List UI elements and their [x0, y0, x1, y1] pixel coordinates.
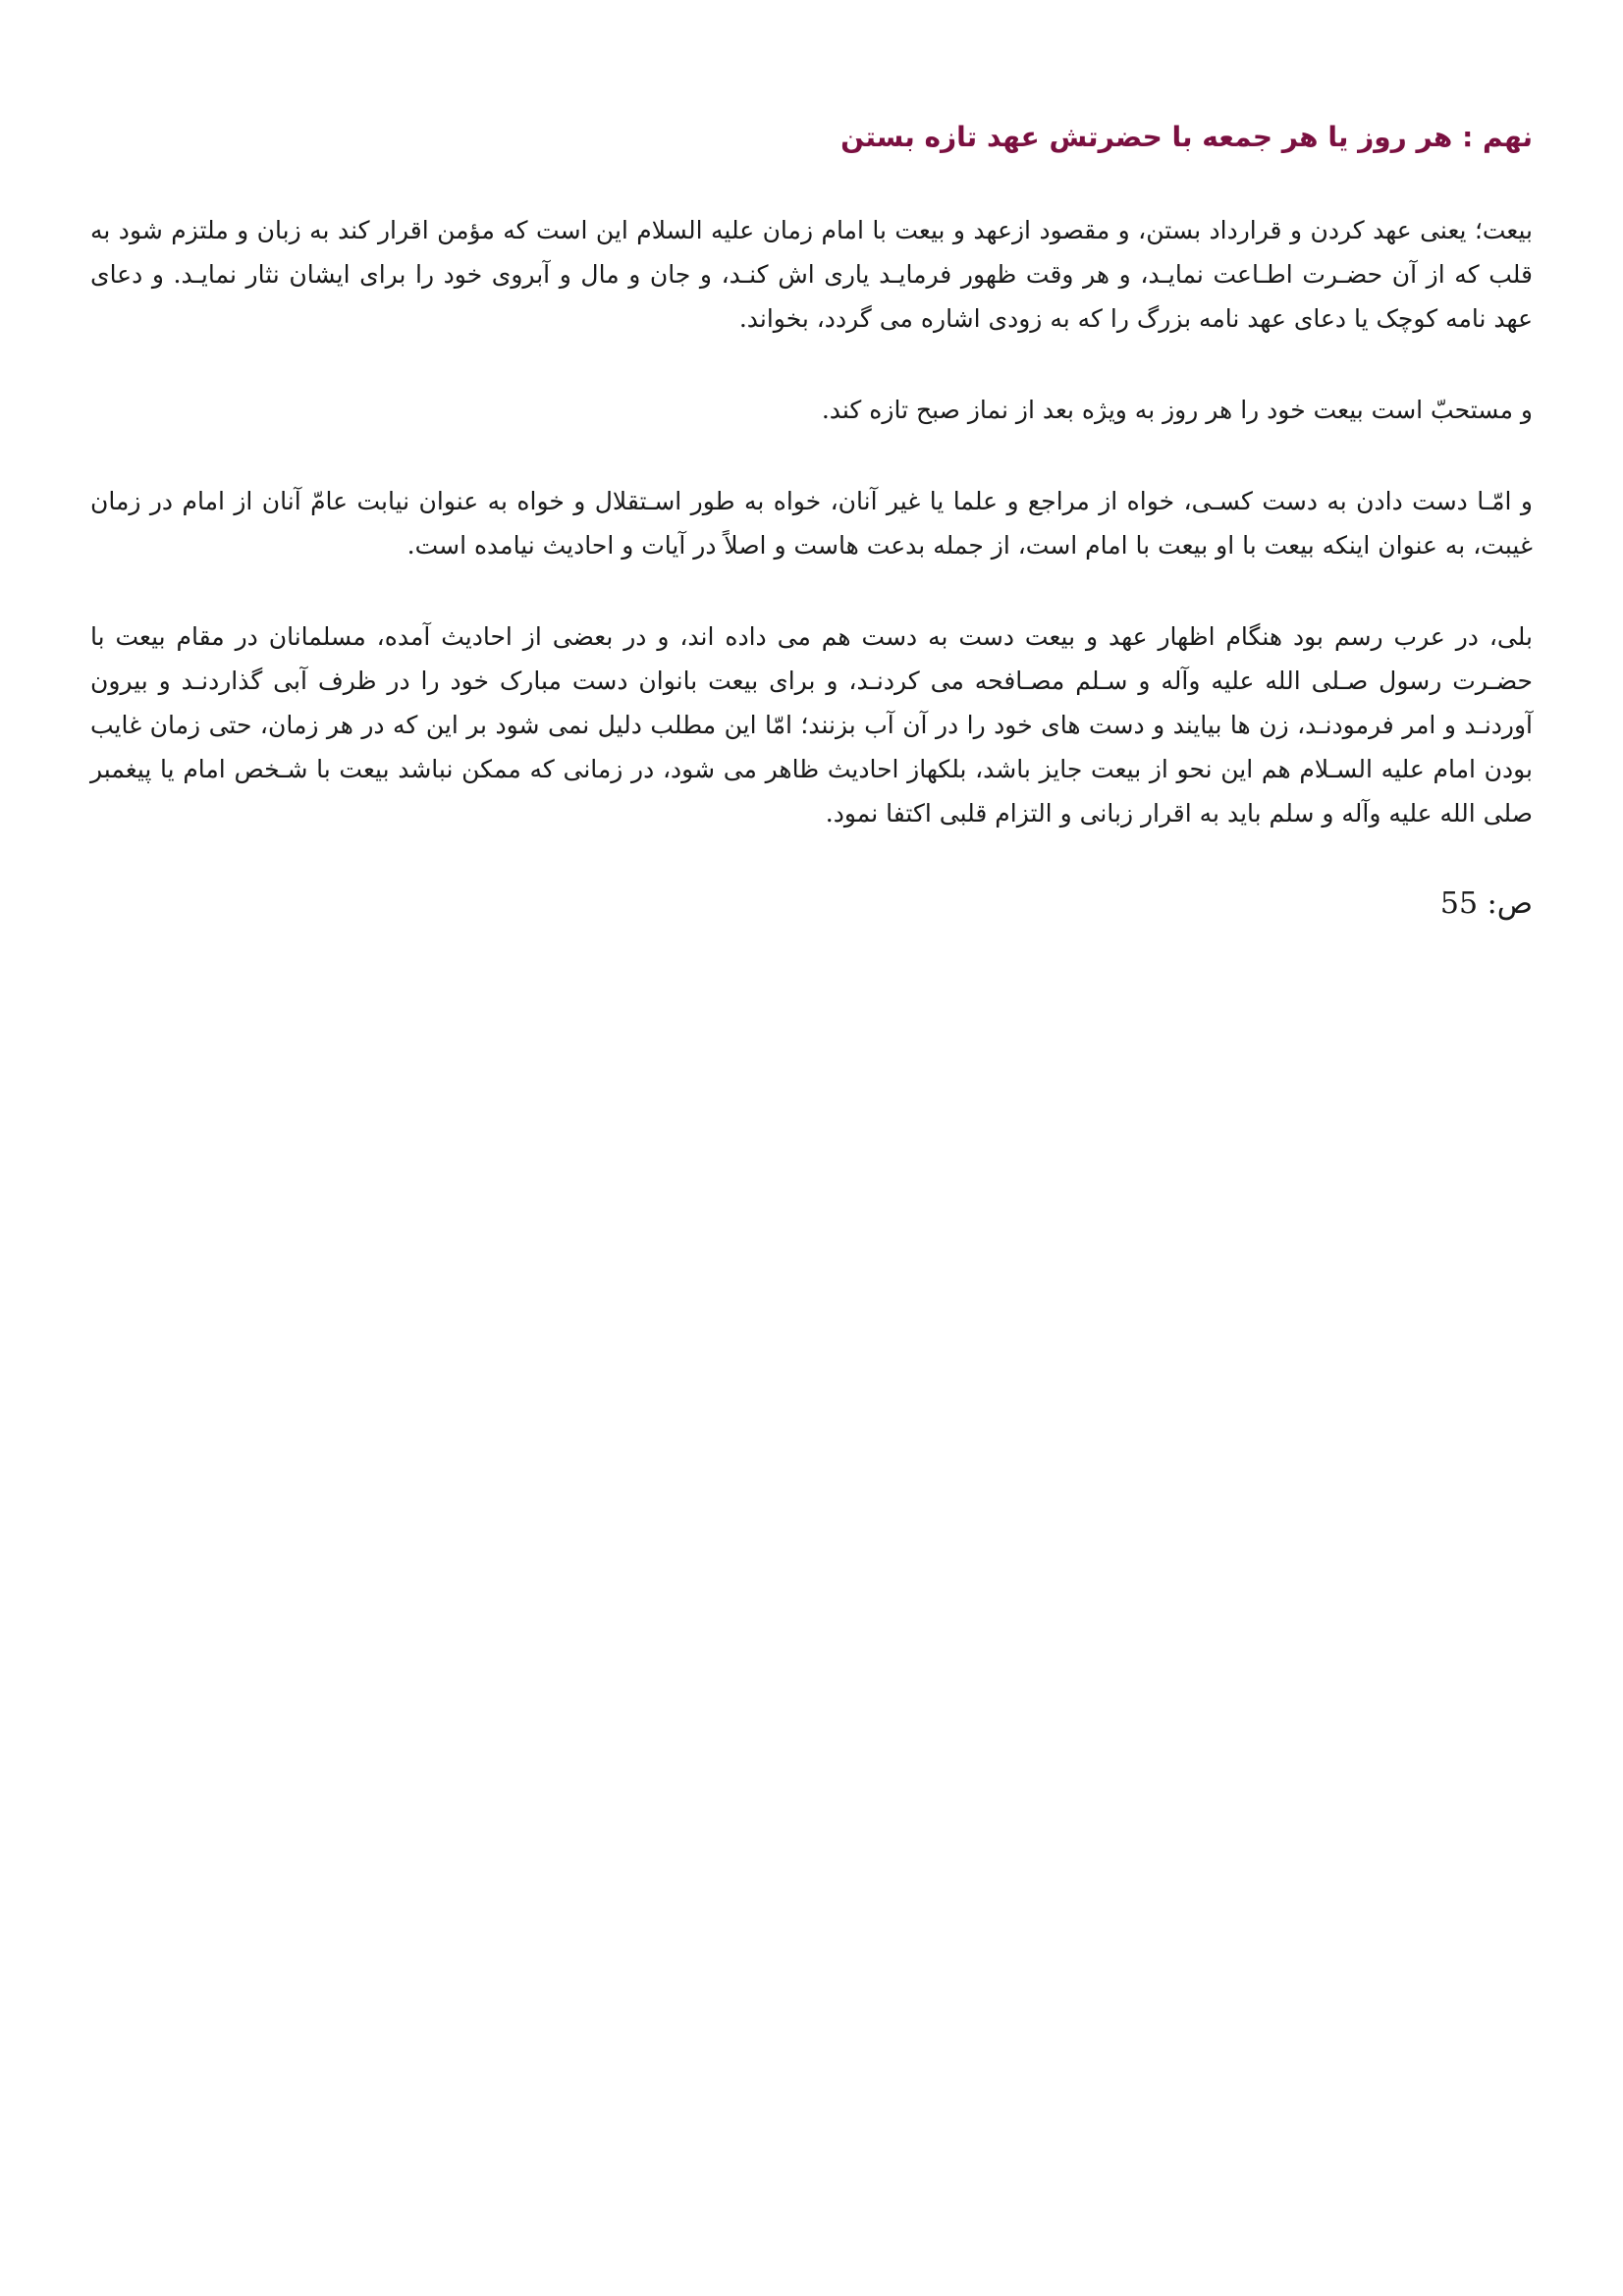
- paragraph-arab-custom: بلی، در عرب رسم بود هنگام اظهار عهد و بیعت دست به دست هم می داده اند، و در بعضی از احادیث آمده، مسلمانان در مقام بیعت با حضـرت رسول صـلی الله علیه وآله و سـلم مصـافحه می کردنـد، و برای بیعت بانوان دست مبارک خود را در ظرف آبی گذاردنـد و بیرون آوردنـد و امر فرمودنـد، زن ها بیایند و دست های خود را در آن آب بزنند؛ امّا این مطلب دلیل نمی شود بر این که در هر زمان، حتی زمان غایب بودن امام علیه السـلام هم این نحو از بیعت جایز باشد، بلکهاز احادیث ظاهر می شود، در زمانی که ممکن نباشد بیعت با شـخص امام یا پیغمبر صلی الله علیه وآله و سلم باید به اقرار زبانی و التزام قلبی اکتفا نمود.: [90, 622, 1534, 828]
- paragraph-bayat-definition: بیعت؛ یعنی عهد کردن و قرارداد بستن، و مقصود ازعهد و بیعت با امام زمان علیه السلام این است که مؤمن اقرار کند به زبان و ملتزم شود به قلب که از آن حضـرت اطـاعت نمایـد، و هر وقت ظهور فرمایـد یاری اش کنـد، و جان و مال و آبروی خود را برای ایشان نثار نمایـد. و دعای عهد نامه کوچک یا دعای عهد نامه بزرگ را که به زودی اشاره می گردد، بخواند.: [90, 216, 1533, 333]
- paragraph-handshake-innovation: و امّـا دست دادن به دست کسـی، خواه از مراجع و علما یا غیر آنان، خواه به طور اسـتقلال و خواه به عنوان نیابت عامّ آنان از امام در زمان غیبت، به عنوان اینکه بیعت با او بیعت با امام است، از جمله بدعت هاست و اصلاً در آیات و احادیث نیامده است.: [90, 487, 1533, 560]
- section-heading: نهم : هر روز یا هر جمعه با حضرتش عهد تازه بستن: [840, 121, 1533, 153]
- page-number: ص: 55: [1439, 886, 1533, 921]
- paragraph-daily-renewal: و مستحبّ است بیعت خود را هر روز به ویژه بعد از نماز صبح تازه کند.: [821, 396, 1533, 424]
